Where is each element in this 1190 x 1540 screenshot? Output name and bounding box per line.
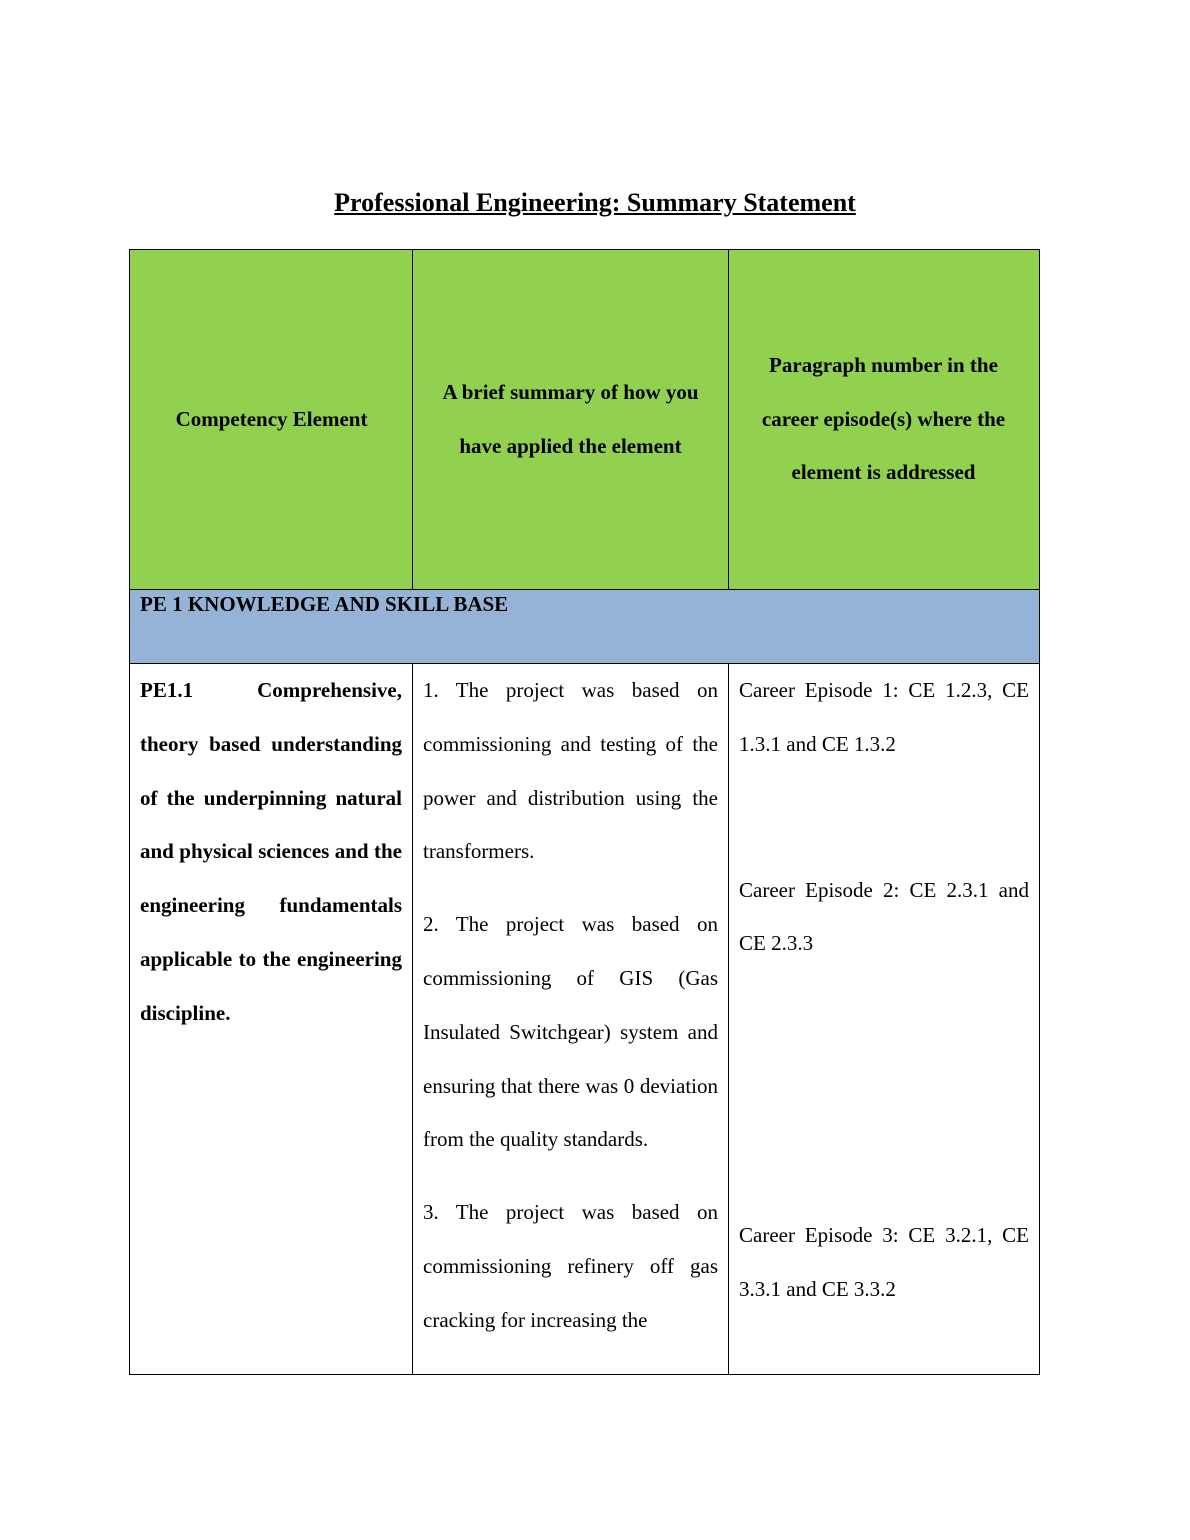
row-divider — [129, 589, 1040, 590]
column-divider — [728, 249, 729, 590]
column-divider — [412, 663, 413, 1375]
row-divider — [129, 663, 1040, 664]
summary-item: 1. The project was based on commissioning and testing of the power and distribution using the transformers. — [423, 678, 718, 864]
episode-reference: Career Episode 1: CE 1.2.3, CE 1.3.1 and CE 1.3.2 — [739, 678, 1029, 756]
header-brief-summary-label: A brief summary of how you have applied the element — [442, 380, 699, 458]
header-competency-element-label: Competency Element — [175, 406, 368, 431]
section-title: PE 1 KNOWLEDGE AND SKILL BASE — [140, 592, 509, 616]
competency-element-text: PE1.1 Comprehensive, theory based understanding of the underpinning natural and physical sciences and the engineering fundamentals applicable to the engineering discipline. — [140, 678, 402, 1025]
document-title: Professional Engineering: Summary Statement — [334, 188, 856, 217]
header-paragraph-number-label: Paragraph number in the career episode(s) where the element is addressed — [761, 353, 1006, 485]
summary-item: 2. The project was based on commissioning of GIS (Gas Insulated Switchgear) system and ensuring that there was 0 deviation from the quality standards. — [423, 912, 718, 1152]
summary-item: 3. The project was based on commissioning refinery off gas cracking for increasing the — [423, 1200, 718, 1332]
episode-reference: Career Episode 3: CE 3.2.1, CE 3.3.1 and CE 3.3.2 — [739, 1223, 1029, 1301]
episode-reference: Career Episode 2: CE 2.3.1 and CE 2.3.3 — [739, 877, 1029, 956]
column-divider — [728, 663, 729, 1375]
table-border — [129, 249, 1040, 1375]
column-divider — [412, 249, 413, 590]
